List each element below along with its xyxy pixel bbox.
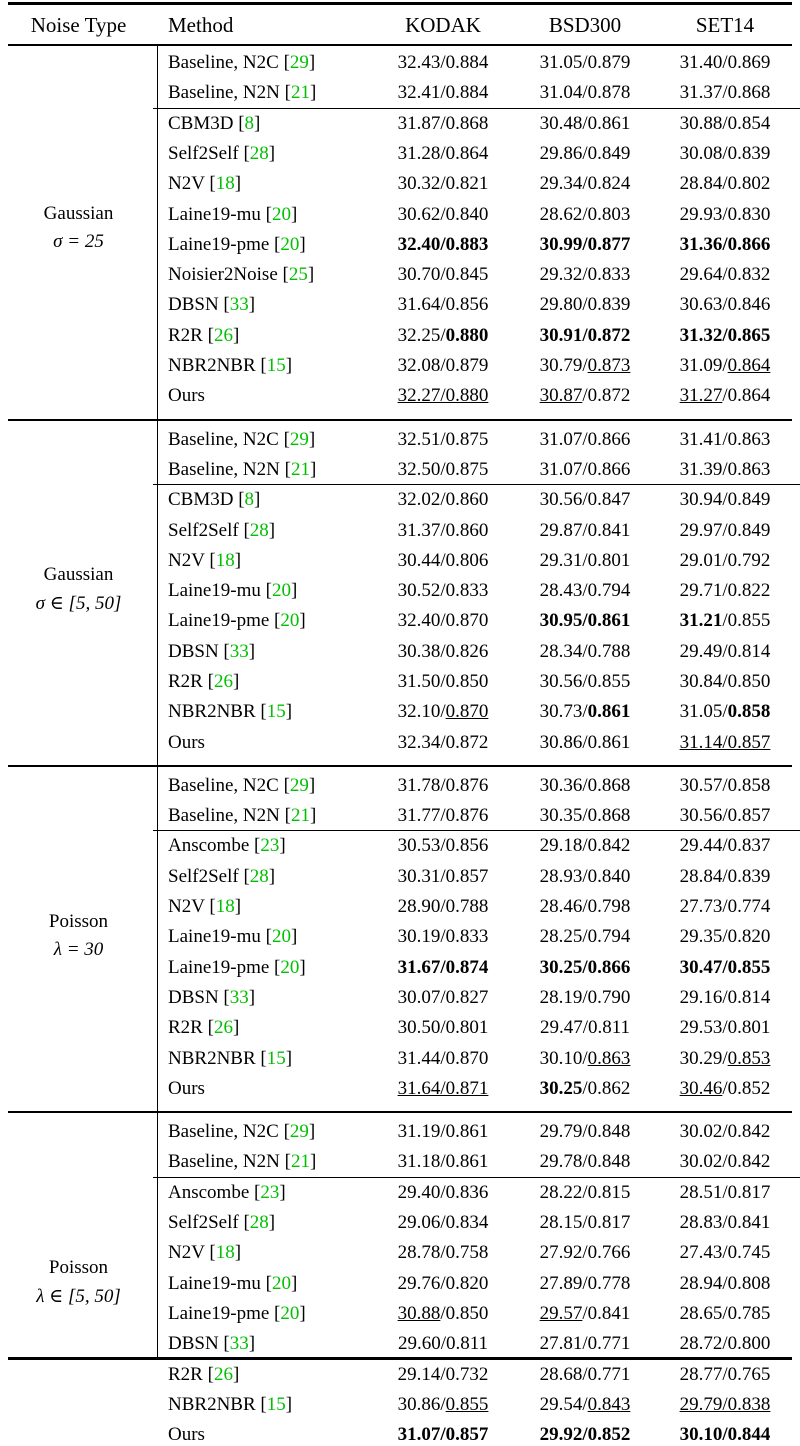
method-cell: NBR2NBR [15]	[168, 701, 293, 722]
bsd300-value-cell: 30.10/0.863	[539, 1048, 631, 1069]
table-top-rule	[8, 2, 792, 5]
set14-value-cell: 30.63/0.846	[679, 294, 771, 315]
bsd300-value-cell: 31.04/0.878	[539, 82, 631, 103]
bsd300-value-cell: 29.79/0.848	[539, 1121, 631, 1142]
kodak-value-cell: 30.62/0.840	[397, 204, 489, 225]
bsd300-value-cell: 29.32/0.833	[539, 264, 631, 285]
method-cell: N2V [18]	[168, 173, 242, 194]
bsd300-value-cell: 29.54/0.843	[539, 1394, 631, 1415]
kodak-value-cell: 32.40/0.870	[397, 610, 489, 631]
bsd300-value-cell: 29.78/0.848	[539, 1151, 631, 1172]
method-cell: Laine19-pme [20]	[168, 1303, 306, 1324]
noise-type-label-condition: λ ∈ [5, 50]	[36, 1286, 121, 1307]
bsd300-value-cell: 28.25/0.794	[539, 926, 631, 947]
set14-value-cell: 31.39/0.863	[679, 459, 771, 480]
bsd300-value-cell: 28.46/0.798	[539, 896, 631, 917]
kodak-value-cell: 32.34/0.872	[397, 732, 489, 753]
block-separator-rule	[8, 765, 792, 767]
set14-value-cell: 29.16/0.814	[679, 987, 771, 1008]
method-cell: DBSN [33]	[168, 1333, 256, 1354]
bsd300-value-cell: 28.34/0.788	[539, 641, 631, 662]
method-cell: Ours	[168, 385, 205, 406]
bsd300-value-cell: 28.15/0.817	[539, 1212, 631, 1233]
bsd300-value-cell: 31.07/0.866	[539, 459, 631, 480]
kodak-value-cell: 32.43/0.884	[397, 52, 489, 73]
kodak-value-cell: 30.07/0.827	[397, 987, 489, 1008]
bsd300-value-cell: 29.57/0.841	[539, 1303, 631, 1324]
method-cell: Anscombe [23]	[168, 1182, 286, 1203]
method-cell: Self2Self [28]	[168, 866, 276, 887]
method-cell: Self2Self [28]	[168, 520, 276, 541]
set14-value-cell: 29.44/0.837	[679, 835, 771, 856]
method-cell: R2R [26]	[168, 325, 240, 346]
method-cell: Laine19-mu [20]	[168, 580, 298, 601]
bsd300-value-cell: 30.25/0.866	[539, 957, 631, 978]
kodak-value-cell: 30.44/0.806	[397, 550, 489, 571]
bsd300-value-cell: 30.79/0.873	[539, 355, 631, 376]
set14-value-cell: 30.02/0.842	[679, 1121, 771, 1142]
method-cell: Baseline, N2C [29]	[168, 775, 316, 796]
kodak-value-cell: 30.88/0.850	[397, 1303, 489, 1324]
block-separator-rule	[8, 419, 792, 421]
set14-value-cell: 28.94/0.808	[679, 1273, 771, 1294]
method-cell: Noisier2Noise [25]	[168, 264, 315, 285]
bsd300-value-cell: 29.80/0.839	[539, 294, 631, 315]
method-cell: Baseline, N2N [21]	[168, 805, 317, 826]
set14-value-cell: 31.41/0.863	[679, 429, 771, 450]
set14-value-cell: 28.51/0.817	[679, 1182, 771, 1203]
kodak-value-cell: 32.02/0.860	[397, 489, 489, 510]
kodak-value-cell: 30.53/0.856	[397, 835, 489, 856]
method-cell: Baseline, N2N [21]	[168, 82, 317, 103]
noise-type-label-condition: λ = 30	[53, 939, 104, 960]
method-cell: N2V [18]	[168, 1242, 242, 1263]
method-cell: Anscombe [23]	[168, 835, 286, 856]
kodak-value-cell: 30.38/0.826	[397, 641, 489, 662]
noise-type-label-condition: σ = 25	[53, 231, 104, 252]
kodak-value-cell: 31.67/0.874	[397, 957, 489, 978]
set14-value-cell: 27.43/0.745	[679, 1242, 771, 1263]
set14-value-cell: 31.27/0.864	[679, 385, 771, 406]
method-cell: Baseline, N2C [29]	[168, 1121, 316, 1142]
kodak-value-cell: 30.31/0.857	[397, 866, 489, 887]
method-cell: NBR2NBR [15]	[168, 1048, 293, 1069]
kodak-value-cell: 29.06/0.834	[397, 1212, 489, 1233]
kodak-value-cell: 31.44/0.870	[397, 1048, 489, 1069]
bsd300-value-cell: 30.25/0.862	[539, 1078, 631, 1099]
kodak-value-cell: 31.28/0.864	[397, 143, 489, 164]
kodak-value-cell: 29.60/0.811	[397, 1333, 489, 1354]
set14-value-cell: 28.84/0.802	[679, 173, 771, 194]
bsd300-value-cell: 29.92/0.852	[539, 1424, 631, 1445]
set14-value-cell: 27.73/0.774	[679, 896, 771, 917]
set14-value-cell: 30.29/0.853	[679, 1048, 771, 1069]
set14-value-cell: 30.88/0.854	[679, 113, 771, 134]
kodak-value-cell: 30.19/0.833	[397, 926, 489, 947]
method-cell: NBR2NBR [15]	[168, 355, 293, 376]
set14-value-cell: 28.84/0.839	[679, 866, 771, 887]
method-cell: NBR2NBR [15]	[168, 1394, 293, 1415]
set14-value-cell: 30.84/0.850	[679, 671, 771, 692]
set14-value-cell: 29.93/0.830	[679, 204, 771, 225]
kodak-value-cell: 31.18/0.861	[397, 1151, 489, 1172]
method-cell: R2R [26]	[168, 1364, 240, 1385]
bsd300-value-cell: 30.87/0.872	[539, 385, 631, 406]
set14-value-cell: 28.77/0.765	[679, 1364, 771, 1385]
set14-value-cell: 29.79/0.838	[679, 1394, 771, 1415]
kodak-value-cell: 29.76/0.820	[397, 1273, 489, 1294]
header-rule	[8, 44, 792, 46]
kodak-value-cell: 31.07/0.857	[397, 1424, 489, 1445]
kodak-value-cell: 31.19/0.861	[397, 1121, 489, 1142]
method-cell: Laine19-pme [20]	[168, 610, 306, 631]
method-cell: Ours	[168, 1078, 205, 1099]
set14-value-cell: 31.40/0.869	[679, 52, 771, 73]
kodak-value-cell: 31.87/0.868	[397, 113, 489, 134]
column-header-noise-type: Noise Type	[30, 13, 127, 37]
method-cell: R2R [26]	[168, 1017, 240, 1038]
kodak-value-cell: 30.50/0.801	[397, 1017, 489, 1038]
method-cell: Self2Self [28]	[168, 1212, 276, 1233]
set14-value-cell: 28.65/0.785	[679, 1303, 771, 1324]
bsd300-value-cell: 30.95/0.861	[539, 610, 631, 631]
method-cell: Ours	[168, 1424, 205, 1445]
bsd300-value-cell: 28.68/0.771	[539, 1364, 631, 1385]
kodak-value-cell: 31.64/0.871	[397, 1078, 489, 1099]
bsd300-value-cell: 28.62/0.803	[539, 204, 631, 225]
bsd300-value-cell: 29.47/0.811	[539, 1017, 631, 1038]
set14-value-cell: 28.83/0.841	[679, 1212, 771, 1233]
bsd300-value-cell: 29.87/0.841	[539, 520, 631, 541]
set14-value-cell: 30.02/0.842	[679, 1151, 771, 1172]
noise-type-label: Poisson	[48, 911, 109, 932]
bsd300-value-cell: 29.34/0.824	[539, 173, 631, 194]
noise-type-label-condition: σ ∈ [5, 50]	[35, 593, 122, 614]
method-cell: Laine19-mu [20]	[168, 204, 298, 225]
kodak-value-cell: 31.77/0.876	[397, 805, 489, 826]
bsd300-value-cell: 27.81/0.771	[539, 1333, 631, 1354]
method-cell: N2V [18]	[168, 550, 242, 571]
set14-value-cell: 29.01/0.792	[679, 550, 771, 571]
column-header-kodak: KODAK	[405, 13, 481, 37]
set14-value-cell: 30.94/0.849	[679, 489, 771, 510]
bsd300-value-cell: 30.48/0.861	[539, 113, 631, 134]
set14-value-cell: 31.37/0.868	[679, 82, 771, 103]
set14-value-cell: 31.21/0.855	[679, 610, 771, 631]
column-header-method: Method	[168, 13, 234, 37]
method-cell: Laine19-mu [20]	[168, 926, 298, 947]
kodak-value-cell: 30.86/0.855	[397, 1394, 489, 1415]
kodak-value-cell: 32.08/0.879	[397, 355, 489, 376]
bsd300-value-cell: 29.31/0.801	[539, 550, 631, 571]
kodak-value-cell: 31.37/0.860	[397, 520, 489, 541]
bsd300-value-cell: 27.92/0.766	[539, 1242, 631, 1263]
method-cell: Baseline, N2C [29]	[168, 52, 316, 73]
kodak-value-cell: 29.40/0.836	[397, 1182, 489, 1203]
set14-value-cell: 30.47/0.855	[679, 957, 771, 978]
bsd300-value-cell: 30.99/0.877	[539, 234, 631, 255]
bsd300-value-cell: 31.05/0.879	[539, 52, 631, 73]
bsd300-value-cell: 27.89/0.778	[539, 1273, 631, 1294]
method-cell: N2V [18]	[168, 896, 242, 917]
kodak-value-cell: 32.10/0.870	[397, 701, 489, 722]
set14-value-cell: 30.57/0.858	[679, 775, 771, 796]
method-cell: DBSN [33]	[168, 987, 256, 1008]
bsd300-value-cell: 28.19/0.790	[539, 987, 631, 1008]
bsd300-value-cell: 30.36/0.868	[539, 775, 631, 796]
set14-value-cell: 31.32/0.865	[679, 325, 771, 346]
kodak-value-cell: 32.27/0.880	[397, 385, 489, 406]
kodak-value-cell: 29.14/0.732	[397, 1364, 489, 1385]
baseline-separator-rule	[153, 830, 800, 831]
set14-value-cell: 29.49/0.814	[679, 641, 771, 662]
noise-type-column-divider	[157, 46, 158, 1357]
method-cell: Baseline, N2N [21]	[168, 459, 317, 480]
method-cell: Laine19-pme [20]	[168, 234, 306, 255]
kodak-value-cell: 28.90/0.788	[397, 896, 489, 917]
noise-type-label: Poisson	[48, 1257, 109, 1278]
bsd300-value-cell: 28.93/0.840	[539, 866, 631, 887]
method-cell: Laine19-pme [20]	[168, 957, 306, 978]
bsd300-value-cell: 30.91/0.872	[539, 325, 631, 346]
noise-type-label: Gaussian	[43, 203, 114, 224]
method-cell: DBSN [33]	[168, 294, 256, 315]
bsd300-value-cell: 30.35/0.868	[539, 805, 631, 826]
set14-value-cell: 31.14/0.857	[679, 732, 771, 753]
block-separator-rule	[8, 1111, 792, 1113]
kodak-value-cell: 30.52/0.833	[397, 580, 489, 601]
set14-value-cell: 31.09/0.864	[679, 355, 771, 376]
kodak-value-cell: 31.78/0.876	[397, 775, 489, 796]
noise-type-label: Gaussian	[43, 564, 114, 585]
method-cell: Ours	[168, 732, 205, 753]
kodak-value-cell: 32.50/0.875	[397, 459, 489, 480]
baseline-separator-rule	[153, 1177, 800, 1178]
set14-value-cell: 29.35/0.820	[679, 926, 771, 947]
bsd300-value-cell: 28.22/0.815	[539, 1182, 631, 1203]
method-cell: Baseline, N2N [21]	[168, 1151, 317, 1172]
bsd300-value-cell: 28.43/0.794	[539, 580, 631, 601]
kodak-value-cell: 30.32/0.821	[397, 173, 489, 194]
kodak-value-cell: 31.50/0.850	[397, 671, 489, 692]
baseline-separator-rule	[153, 108, 800, 109]
method-cell: Self2Self [28]	[168, 143, 276, 164]
set14-value-cell: 29.97/0.849	[679, 520, 771, 541]
set14-value-cell: 28.72/0.800	[679, 1333, 771, 1354]
set14-value-cell: 30.10/0.844	[679, 1424, 771, 1445]
set14-value-cell: 30.46/0.852	[679, 1078, 771, 1099]
bsd300-value-cell: 30.56/0.847	[539, 489, 631, 510]
baseline-separator-rule	[153, 484, 800, 485]
kodak-value-cell: 28.78/0.758	[397, 1242, 489, 1263]
kodak-value-cell: 32.25/0.880	[397, 325, 489, 346]
method-cell: DBSN [33]	[168, 641, 256, 662]
kodak-value-cell: 32.40/0.883	[397, 234, 489, 255]
bsd300-value-cell: 31.07/0.866	[539, 429, 631, 450]
method-cell: R2R [26]	[168, 671, 240, 692]
method-cell: Baseline, N2C [29]	[168, 429, 316, 450]
set14-value-cell: 29.53/0.801	[679, 1017, 771, 1038]
column-header-set14: SET14	[695, 13, 755, 37]
method-cell: CBM3D [8]	[168, 113, 261, 134]
bsd300-value-cell: 29.86/0.849	[539, 143, 631, 164]
table-bottom-rule	[8, 1357, 792, 1360]
bsd300-value-cell: 30.86/0.861	[539, 732, 631, 753]
set14-value-cell: 29.64/0.832	[679, 264, 771, 285]
kodak-value-cell: 32.41/0.884	[397, 82, 489, 103]
column-header-bsd300: BSD300	[548, 13, 622, 37]
method-cell: CBM3D [8]	[168, 489, 261, 510]
bsd300-value-cell: 30.73/0.861	[539, 701, 631, 722]
kodak-value-cell: 30.70/0.845	[397, 264, 489, 285]
set14-value-cell: 29.71/0.822	[679, 580, 771, 601]
kodak-value-cell: 31.64/0.856	[397, 294, 489, 315]
set14-value-cell: 30.08/0.839	[679, 143, 771, 164]
method-cell: Laine19-mu [20]	[168, 1273, 298, 1294]
kodak-value-cell: 32.51/0.875	[397, 429, 489, 450]
bsd300-value-cell: 29.18/0.842	[539, 835, 631, 856]
set14-value-cell: 30.56/0.857	[679, 805, 771, 826]
bsd300-value-cell: 30.56/0.855	[539, 671, 631, 692]
set14-value-cell: 31.05/0.858	[679, 701, 771, 722]
set14-value-cell: 31.36/0.866	[679, 234, 771, 255]
